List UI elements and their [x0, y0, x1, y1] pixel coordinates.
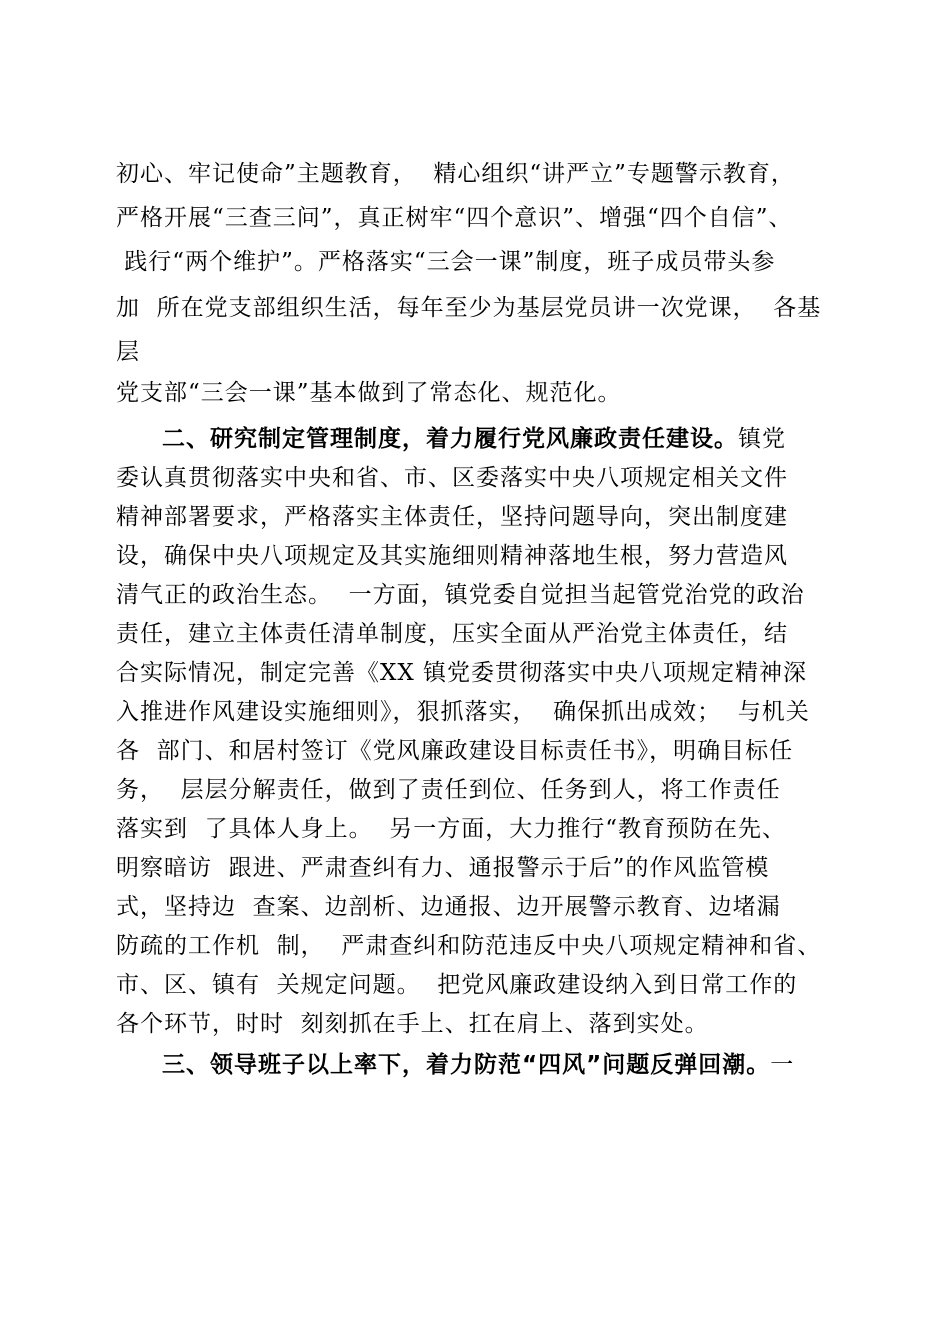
paragraph-line: 落实到 了具体人身上。 另一方面，大力推行“教育预防在先、: [116, 816, 787, 842]
section-heading-3-rest: 一: [770, 1052, 795, 1078]
paragraph-line: 合实际情况，制定完善《XX 镇党委贯彻落实中央八项规定精神深: [116, 660, 808, 686]
paragraph-line: 设，确保中央八项规定及其实施细则精神落地生根，努力营造风: [116, 543, 788, 569]
paragraph-line: 式，坚持边 查案、边剖析、边通报、边开展警示教育、边堵漏: [116, 894, 781, 920]
paragraph-line: 精神部署要求，严格落实主体责任，坚持问题导向，突出制度建: [116, 504, 788, 530]
paragraph-line: 党支部“三会一课”基本做到了常态化、规范化。: [116, 380, 622, 406]
paragraph-line: 严格开展“三查三问”，真正树牢“四个意识”、增强“四个自信”、: [116, 205, 793, 231]
paragraph-line: 委认真贯彻落实中央和省、市、区委落实中央八项规定相关文件: [116, 465, 788, 491]
paragraph-line: 各个环节，时时 刻刻抓在手上、扛在肩上、落到实处。: [116, 1011, 709, 1037]
paragraph-line: 入推进作风建设实施细则》，狠抓落实， 确保抓出成效； 与机关: [116, 699, 810, 725]
paragraph-line: 层: [116, 339, 140, 365]
paragraph-line: 明察暗访 跟进、严肃查纠有力、通报警示于后”的作风监管模: [116, 855, 770, 881]
paragraph-line: 责任，建立主体责任清单制度，压实全面从严治党主体责任，结: [116, 621, 788, 647]
paragraph-line: 践行“两个维护”。严格落实“三会一课”制度，班子成员带头参: [116, 249, 776, 275]
paragraph-line: 加 所在党支部组织生活，每年至少为基层党员讲一次党课， 各基: [116, 295, 822, 321]
paragraph-line: 务， 层层分解责任，做到了责任到位、任务到人，将工作责任: [116, 777, 781, 803]
section-heading-3: [162, 1050, 852, 1080]
section-heading-2-title: 二、研究制定管理制度，着力履行党风廉政责任建设。: [162, 426, 738, 452]
paragraph-line: 清气正的政治生态。 一方面，镇党委自觉担当起管党治党的政治: [116, 582, 805, 608]
section-heading-2: [162, 424, 852, 454]
paragraph-line: 各 部门、和居村签订《党风廉政建设目标责任书》，明确目标任: [116, 738, 794, 764]
paragraph-line: 市、区、镇有 关规定问题。 把党风廉政建设纳入到日常工作的: [116, 972, 798, 998]
paragraph-line: 防疏的工作机 制， 严肃查纠和防范违反中央八项规定精神和省、: [116, 933, 822, 959]
paragraph-line: 初心、牢记使命”主题教育， 精心组织“讲严立”专题警示教育，: [116, 161, 795, 187]
section-heading-3-title: 三、领导班子以上率下，着力防范“四风”问题反弹回潮。: [162, 1052, 771, 1078]
section-heading-2-rest: 镇党: [738, 426, 786, 452]
